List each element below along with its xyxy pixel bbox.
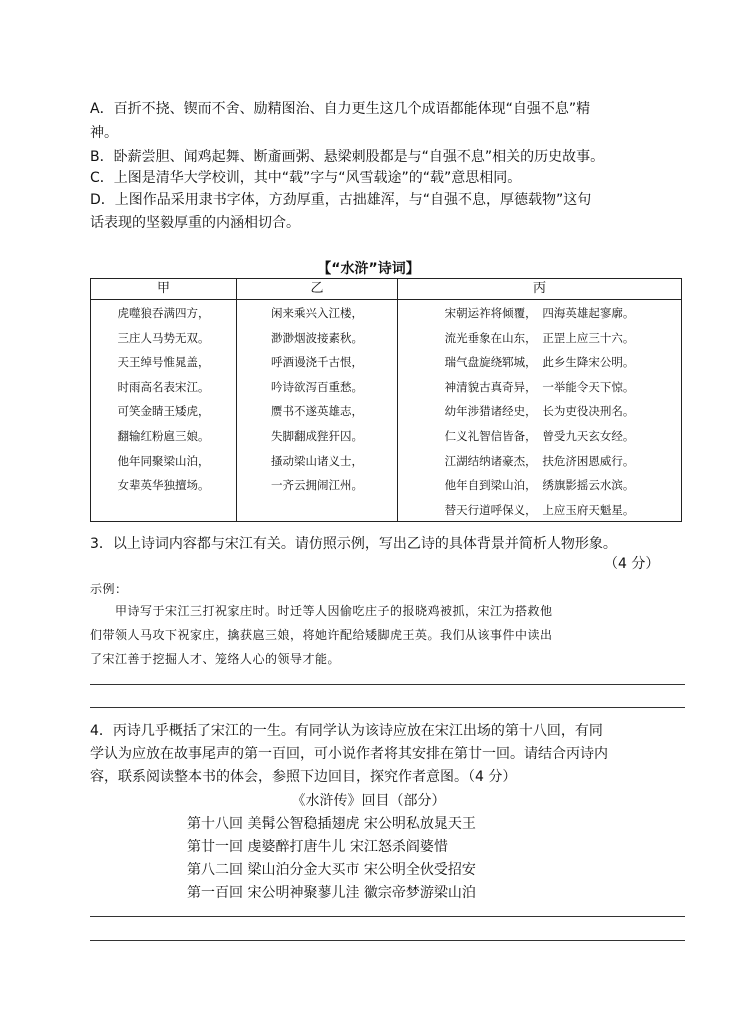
option-a-line1: A．百折不挠、锲而不舍、励精图治、自力更生这几个成语都能体现“自强不息”精 <box>90 101 591 117</box>
poem-line: 幼年涉猎诸经史， 长为吏役决刑名。 <box>444 404 635 419</box>
poem-line: 替天行道呼保义， 上应玉府天魁星。 <box>444 502 635 517</box>
answer-line[interactable] <box>90 916 685 917</box>
header-yi: 乙 <box>237 279 398 300</box>
option-d-line2: 话表现的坚毅厚重的内涵相切合。 <box>90 215 300 231</box>
poem-line: 三庄人马势无双。 <box>117 330 210 345</box>
poem-section-title: 【“水浒”诗词】 <box>317 261 420 277</box>
poem-line: 闲来乘兴入江楼， <box>271 306 363 320</box>
poem-line: 时雨高名表宋江。 <box>117 379 210 394</box>
question-3: 3．以上诗词内容都与宋江有关。请仿照示例，写出乙诗的具体背景并简析人物形象。 <box>90 536 617 552</box>
poem-line: 呼酒谩浇千古恨， <box>271 355 363 370</box>
poem-bing <box>398 300 682 522</box>
poem-table <box>90 278 682 522</box>
poem-line: 翻输红粉扈三娘。 <box>117 428 210 443</box>
answer-line[interactable] <box>90 684 685 685</box>
example-label: 示例： <box>90 582 128 596</box>
poem-line: 瑞气盘旋绕郓城， 此乡生降宋公明。 <box>444 355 635 370</box>
option-b: B．卧薪尝胆、闻鸡起舞、断齑画粥、悬梁刺股都是与“自强不息”相关的历史故事。 <box>90 149 605 165</box>
poem-line: 赝书不遂英雄志， <box>271 404 363 419</box>
example-line: 了宋江善于挖掘人才、笼络人心的领导才能。 <box>90 652 341 666</box>
poem-line: 虎噬狼吞满四方， <box>117 306 210 320</box>
header-jia: 甲 <box>91 279 237 300</box>
poem-line: 女辈英华独擅场。 <box>117 478 210 493</box>
poem-line: 流光垂象在山东， 正罡上应三十六。 <box>444 330 635 345</box>
toc-item: 第八二回 梁山泊分金大买市 宋公明全伙受招安 <box>187 862 476 878</box>
poem-line: 他年自到梁山泊， 绣旗影摇云水滨。 <box>444 478 635 493</box>
option-c: C．上图是清华大学校训，其中“载”字与“风雪载途”的“载”意思相同。 <box>90 170 522 186</box>
answer-line[interactable] <box>90 940 685 941</box>
poem-line: 一齐云拥闹江州。 <box>271 478 363 493</box>
question-4-line3: 容，联系阅读整本书的体会，参照下边回目，探究作者意图。（4 分） <box>90 769 517 785</box>
option-a-line2: 神。 <box>90 125 118 141</box>
answer-line[interactable] <box>90 707 685 708</box>
example-line: 甲诗写于宋江三打祝家庄时。时迁等人因偷吃庄子的报晓鸡被抓，宋江为搭救他 <box>90 604 553 618</box>
poem-line: 宋朝运祚将倾覆， 四海英雄起寥廓。 <box>444 306 635 320</box>
poem-line: 渺渺烟波接素秋。 <box>271 330 363 345</box>
example-line: 们带领人马攻下祝家庄，擒获扈三娘，将她许配给矮脚虎王英。我们从该事件中读出 <box>90 628 553 642</box>
poem-line: 神清貌古真奇异， 一举能令天下惊。 <box>444 379 635 394</box>
poem-line: 可笑金睛王矮虎， <box>117 404 210 419</box>
toc-item: 第廿一回 虔婆醉打唐牛儿 宋江怒杀阎婆惜 <box>187 839 448 855</box>
toc-item: 第十八回 美髯公智稳插翅虎 宋公明私放晁天王 <box>187 816 476 832</box>
poem-jia <box>91 300 237 522</box>
poem-line: 江湖结纳诸豪杰， 扶危济困恩威行。 <box>444 453 635 468</box>
question-4-line1: 4．丙诗几乎概括了宋江的一生。有同学认为该诗应放在宋江出场的第十八回，有同 <box>90 723 603 739</box>
question-4-line2: 学认为应放在故事尾声的第一百回，可小说作者将其安排在第廿一回。请结合丙诗内 <box>90 746 608 762</box>
poem-line: 天王绰号惟晁盖， <box>117 355 210 370</box>
poem-line: 仁义礼智信皆备， 曾受九天玄女经。 <box>444 428 635 443</box>
poem-line: 搔动梁山诸义士， <box>271 453 363 468</box>
toc-item: 第一百回 宋公明神聚蓼儿洼 徽宗帝梦游梁山泊 <box>187 885 476 901</box>
poem-line: 他年同聚梁山泊， <box>117 453 210 468</box>
question-3-score: （4 分） <box>604 556 660 572</box>
poem-line: 吟诗欲泻百重愁。 <box>271 379 363 394</box>
option-d-line1: D．上图作品采用隶书字体，方劲厚重，古拙雄浑，与“自强不息，厚德载物”这句 <box>90 192 592 208</box>
poem-yi <box>237 300 398 522</box>
poem-line: 失脚翻成狴犴囚。 <box>271 428 363 443</box>
header-bing: 丙 <box>398 279 682 300</box>
toc-title: 《水浒传》回目（部分） <box>291 793 446 809</box>
